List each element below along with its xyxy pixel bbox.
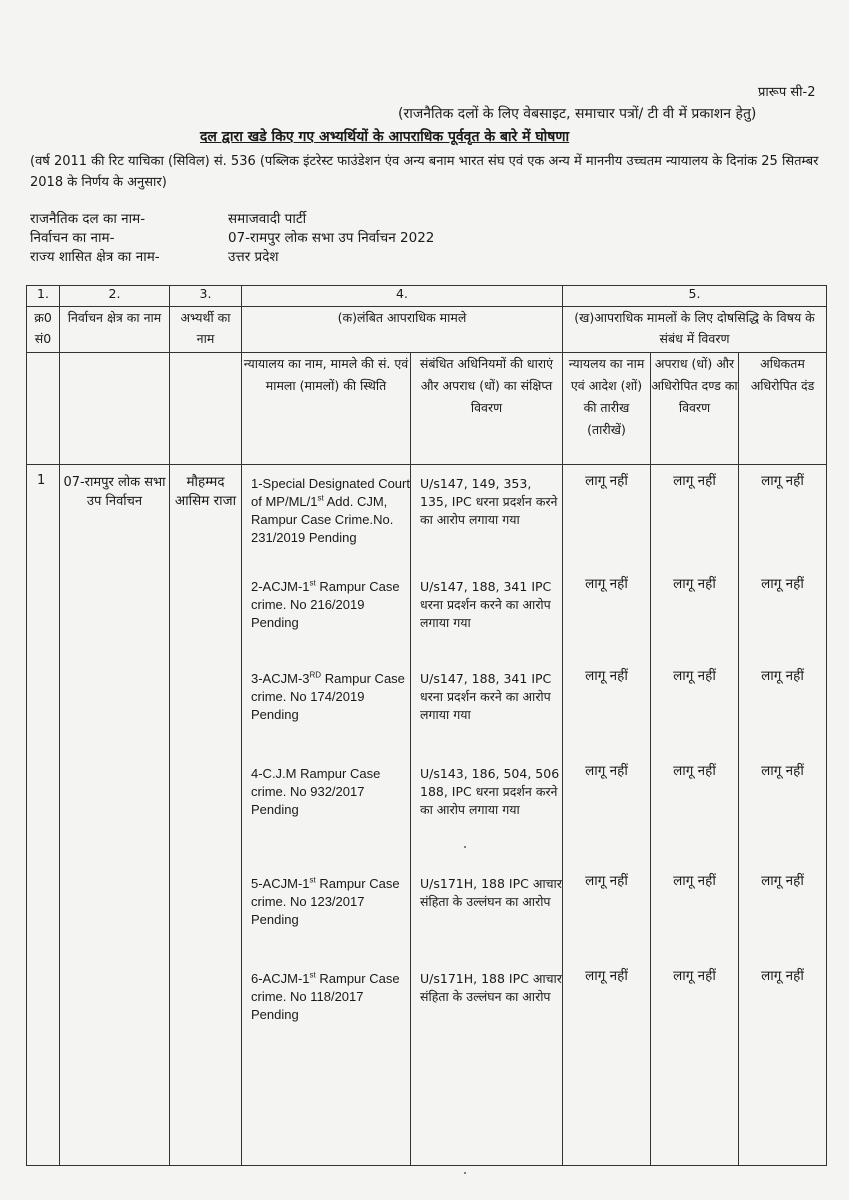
not-applicable-value: लागू नहीं (673, 668, 716, 684)
col-number: 1. (27, 286, 60, 307)
publication-purpose: (राजनैतिक दलों के लिए वेबसाइट, समाचार पत्रों/ टी वी में प्रकाशन हेतु) (398, 106, 757, 122)
subheader-sections: संबंधित अधिनियमों की धाराएं और अपराध (धों) का संक्षिप्त विवरण (411, 353, 563, 465)
header-convictions: (ख)आपराधिक मामलों के लिए दोषसिद्धि के विषय के संबंध में विवरण (563, 307, 827, 353)
case-court-text: 6-ACJM-1 (251, 971, 310, 986)
not-applicable-value: लागू नहीं (673, 873, 716, 889)
court-citation: (वर्ष 2011 की रिट याचिका (सिविल) सं. 536 (पब्लिक इंटरेस्ट फाउंडेशन एंव अन्य बनाम भारत संघ एवं एक अन्य में माननीय उच्चतम न्यायालय के दिनांक 25 सितम्बर 2018 के निर्णय के अनुसार) (30, 154, 819, 190)
col-number: 4. (242, 286, 563, 307)
case-court-detail (251, 670, 410, 724)
col-number: 2. (60, 286, 170, 307)
not-applicable-value: लागू नहीं (761, 763, 804, 779)
state-value: उत्तर प्रदेश (228, 249, 279, 265)
case-court-text: 4-C.J.M Rampur Case crime. No 932/2017 Pending (251, 766, 381, 817)
not-applicable-value: लागू नहीं (761, 873, 804, 889)
sections-column (411, 465, 563, 1166)
case-court-text: 3-ACJM-3 (251, 671, 310, 686)
col-number: 3. (170, 286, 242, 307)
declaration-table (26, 285, 827, 1166)
not-applicable-value: लागू नहीं (585, 873, 628, 889)
max-penalty-column (739, 465, 827, 1166)
not-applicable-value: लागू नहीं (585, 968, 628, 984)
case-number-status: Rampur Case crime. No 118/2017 Pending (251, 971, 400, 1022)
not-applicable-value: लागू नहीं (761, 668, 804, 684)
case-sections: U/s147, 149, 353, 135, IPC धरना प्रदर्शन करने का आरोप लगाया गया (420, 476, 558, 527)
case-sections: U/s171H, 188 IPC आचार संहिता के उल्लंघन का आरोप (420, 876, 562, 909)
case-court-detail (251, 970, 410, 1024)
ordinal-superscript: RD (309, 670, 322, 680)
not-applicable-value: लागू नहीं (585, 763, 628, 779)
case-court-text: 5-ACJM-1 (251, 876, 310, 891)
subheader-court-case: न्यायालय का नाम, मामले की सं. एवं मामला (मामलों) की स्थिति (242, 353, 411, 465)
table-row (27, 465, 827, 1166)
scan-speck (464, 1172, 466, 1174)
case-number-status: Rampur Case crime. No 216/2019 Pending (251, 579, 400, 630)
election-value: 07-रामपुर लोक सभा उप निर्वाचन 2022 (228, 230, 435, 246)
col-number: 5. (563, 286, 827, 307)
not-applicable-value: लागू नहीं (585, 668, 628, 684)
document-title: दल द्वारा खडे किए गए अभ्यर्थियों के आपराधिक पूर्ववृत के बारे में घोषणा (200, 129, 570, 145)
header-row (27, 307, 827, 353)
state-label: राज्य शासित क्षेत्र का नाम- (30, 249, 160, 265)
case-court-detail (251, 765, 410, 819)
not-applicable-value: लागू नहीं (585, 576, 628, 592)
not-applicable-value: लागू नहीं (761, 576, 804, 592)
subheader-max-penalty: अधिकतम अधिरोपित दंड (739, 353, 827, 465)
case-sections: U/s171H, 188 IPC आचार संहिता के उल्लंघन का आरोप (420, 971, 562, 1004)
not-applicable-value: लागू नहीं (673, 763, 716, 779)
scan-speck (464, 846, 466, 848)
case-sections: U/s147, 188, 341 IPC धरना प्रदर्शन करने का आरोप लगाया गया (420, 671, 552, 722)
form-number: प्रारूप सी-2 (758, 85, 816, 100)
court-case-column (242, 465, 411, 1166)
offence-penalty-column (651, 465, 739, 1166)
case-court-detail (251, 578, 410, 632)
header-pending-cases: (क)लंबित आपराधिक मामले (242, 307, 563, 353)
case-court-detail (251, 475, 410, 547)
party-label: राजनैतिक दल का नाम- (30, 211, 146, 227)
case-sections: U/s147, 188, 341 IPC धरना प्रदर्शन करने का आरोप लगाया गया (420, 579, 552, 630)
court-order-column (563, 465, 651, 1166)
ordinal-superscript: st (309, 875, 316, 885)
not-applicable-value: लागू नहीं (673, 473, 716, 489)
header-serial: क्र0 सं0 (27, 307, 60, 353)
case-number-status: Rampur Case crime. No 174/2019 Pending (251, 671, 405, 722)
header-candidate: अभ्यर्थी का नाम (170, 307, 242, 353)
subheader-offence-penalty: अपराध (धों) और अधिरोपित दण्ड का विवरण (651, 353, 739, 465)
not-applicable-value: लागू नहीं (673, 968, 716, 984)
party-value: समाजवादी पार्टी (228, 211, 307, 227)
case-court-text: 2-ACJM-1 (251, 579, 310, 594)
subheader-court-order: न्यायलय का नाम एवं आदेश (शों) की तारीख (तारीखें) (563, 353, 651, 465)
not-applicable-value: लागू नहीं (585, 473, 628, 489)
not-applicable-value: लागू नहीं (673, 576, 716, 592)
case-court-text: 1-Special Designated Court of MP/ML/1 (251, 476, 410, 509)
election-label: निर्वाचन का नाम- (30, 230, 115, 246)
subheader-row (27, 353, 827, 465)
ordinal-superscript: st (309, 970, 316, 980)
header-constituency: निर्वाचन क्षेत्र का नाम (60, 307, 170, 353)
ordinal-superscript: st (309, 578, 316, 588)
not-applicable-value: लागू नहीं (761, 968, 804, 984)
case-court-detail (251, 875, 410, 929)
ordinal-superscript: st (317, 493, 324, 503)
column-number-row (27, 286, 827, 307)
not-applicable-value: लागू नहीं (761, 473, 804, 489)
case-sections: U/s143, 186, 504, 506 188, IPC धरना प्रदर्शन करने का आरोप लगाया गया (420, 766, 560, 817)
serial-number: 1 (27, 465, 60, 1166)
constituency-name: 07-रामपुर लोक सभा उप निर्वाचन (60, 465, 170, 1166)
case-number-status: Add. CJM, Rampur Case Crime.No. 231/2019 Pending (251, 494, 394, 545)
case-number-status: Rampur Case crime. No 123/2017 Pending (251, 876, 400, 927)
candidate-name: मौहम्मद आसिम राजा (170, 465, 242, 1166)
